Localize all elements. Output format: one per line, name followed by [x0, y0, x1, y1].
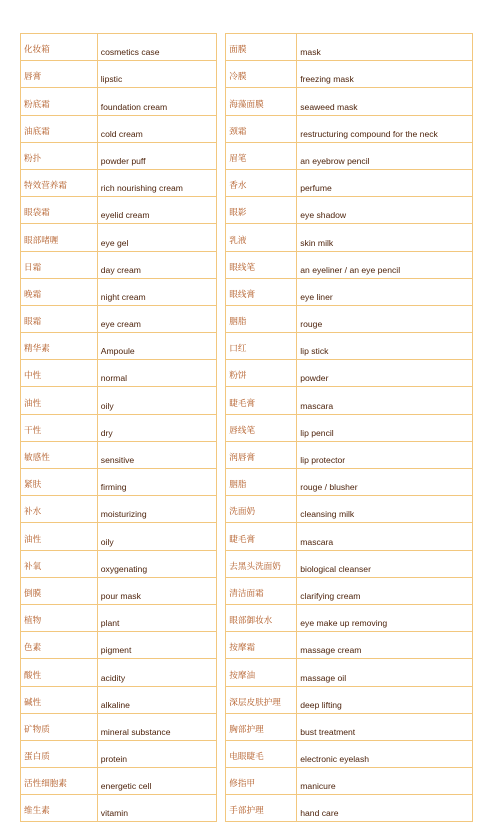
english-term: powder: [297, 360, 473, 387]
english-term: lip stick: [297, 333, 473, 360]
chinese-term: 特效营养霜: [21, 169, 98, 196]
english-term: restructuring compound for the neck: [297, 115, 473, 142]
table-row: [226, 169, 473, 196]
chinese-term: 补氧: [21, 550, 98, 577]
chinese-term: 粉饼: [226, 360, 297, 387]
table-row: [21, 686, 217, 713]
chinese-term: 面膜: [226, 34, 297, 61]
table-row: [226, 469, 473, 496]
table-row: [226, 61, 473, 88]
chinese-term: 紧肤: [21, 469, 98, 496]
table-row: [226, 686, 473, 713]
english-term: lip pencil: [297, 414, 473, 441]
table-row: [21, 115, 217, 142]
chinese-term: 干性: [21, 414, 98, 441]
chinese-term: 润唇膏: [226, 441, 297, 468]
table-row: [226, 115, 473, 142]
english-term: massage oil: [297, 659, 473, 686]
english-term: eye shadow: [297, 197, 473, 224]
chinese-term: 唇线笔: [226, 414, 297, 441]
english-term: rouge / blusher: [297, 469, 473, 496]
table-row: [226, 659, 473, 686]
table-row: [21, 768, 217, 795]
table-row: [226, 414, 473, 441]
vocab-table-left: [20, 33, 217, 822]
english-term: freezing mask: [297, 61, 473, 88]
chinese-term: 油性: [21, 523, 98, 550]
chinese-term: 眼部御妆水: [226, 604, 297, 631]
english-term: mineral substance: [97, 713, 217, 740]
chinese-term: 电眼睫毛: [226, 740, 297, 767]
english-term: skin milk: [297, 224, 473, 251]
table-row: [226, 251, 473, 278]
table-row: [226, 360, 473, 387]
english-term: vitamin: [97, 795, 217, 822]
table-row: [21, 360, 217, 387]
chinese-term: 眼线笔: [226, 251, 297, 278]
chinese-term: 眼部啫喱: [21, 224, 98, 251]
table-row: [21, 713, 217, 740]
chinese-term: 海藻面膜: [226, 88, 297, 115]
english-term: protein: [97, 740, 217, 767]
table-row: [226, 305, 473, 332]
chinese-term: 矿物质: [21, 713, 98, 740]
table-row: [21, 251, 217, 278]
english-term: clarifying cream: [297, 577, 473, 604]
table-row: [226, 604, 473, 631]
english-term: biological cleanser: [297, 550, 473, 577]
english-term: pour mask: [97, 577, 217, 604]
chinese-term: 去黑头洗面奶: [226, 550, 297, 577]
english-term: eyelid cream: [97, 197, 217, 224]
chinese-term: 眼影: [226, 197, 297, 224]
english-term: cosmetics case: [97, 34, 217, 61]
english-term: oily: [97, 523, 217, 550]
chinese-term: 油底霜: [21, 115, 98, 142]
english-term: rouge: [297, 305, 473, 332]
english-term: alkaline: [97, 686, 217, 713]
table-row: [21, 61, 217, 88]
table-row: [21, 441, 217, 468]
english-term: pigment: [97, 632, 217, 659]
chinese-term: 乳液: [226, 224, 297, 251]
english-term: massage cream: [297, 632, 473, 659]
table-row: [21, 197, 217, 224]
chinese-term: 蛋白质: [21, 740, 98, 767]
chinese-term: 补水: [21, 496, 98, 523]
chinese-term: 精华素: [21, 333, 98, 360]
table-row: [226, 795, 473, 822]
english-term: plant: [97, 604, 217, 631]
chinese-term: 色素: [21, 632, 98, 659]
chinese-term: 颈霜: [226, 115, 297, 142]
english-term: foundation cream: [97, 88, 217, 115]
english-term: an eyeliner / an eye pencil: [297, 251, 473, 278]
table-row: [226, 550, 473, 577]
table-row: [21, 333, 217, 360]
english-term: firming: [97, 469, 217, 496]
table-row: [21, 305, 217, 332]
english-term: sensitive: [97, 441, 217, 468]
english-term: electronic eyelash: [297, 740, 473, 767]
table-row: [21, 740, 217, 767]
table-row: [21, 523, 217, 550]
english-term: mask: [297, 34, 473, 61]
english-term: manicure: [297, 768, 473, 795]
table-row: [21, 496, 217, 523]
chinese-term: 粉底霜: [21, 88, 98, 115]
table-row: [21, 278, 217, 305]
english-term: cold cream: [97, 115, 217, 142]
chinese-term: 日霜: [21, 251, 98, 278]
english-term: mascara: [297, 387, 473, 414]
vocab-table-right: [225, 33, 473, 822]
english-term: normal: [97, 360, 217, 387]
table-row: [226, 441, 473, 468]
chinese-term: 睫毛膏: [226, 523, 297, 550]
chinese-term: 眼线膏: [226, 278, 297, 305]
vocabulary-page: [20, 33, 473, 822]
english-term: dry: [97, 414, 217, 441]
table-row: [21, 224, 217, 251]
table-row: [226, 197, 473, 224]
chinese-term: 冷膜: [226, 61, 297, 88]
table-row: [21, 550, 217, 577]
chinese-term: 深层皮肤护理: [226, 686, 297, 713]
table-row: [226, 496, 473, 523]
english-term: moisturizing: [97, 496, 217, 523]
chinese-term: 粉扑: [21, 142, 98, 169]
chinese-term: 按摩油: [226, 659, 297, 686]
chinese-term: 睫毛膏: [226, 387, 297, 414]
english-term: lipstic: [97, 61, 217, 88]
english-term: night cream: [97, 278, 217, 305]
english-term: eye make up removing: [297, 604, 473, 631]
table-row: [21, 469, 217, 496]
chinese-term: 清洁面霜: [226, 577, 297, 604]
chinese-term: 酸性: [21, 659, 98, 686]
table-row: [21, 414, 217, 441]
chinese-term: 眼袋霜: [21, 197, 98, 224]
chinese-term: 化妆箱: [21, 34, 98, 61]
table-row: [226, 713, 473, 740]
english-term: hand care: [297, 795, 473, 822]
chinese-term: 手部护理: [226, 795, 297, 822]
chinese-term: 按摩霜: [226, 632, 297, 659]
chinese-term: 唇膏: [21, 61, 98, 88]
english-term: rich nourishing cream: [97, 169, 217, 196]
chinese-term: 倒膜: [21, 577, 98, 604]
english-term: oily: [97, 387, 217, 414]
table-row: [226, 142, 473, 169]
english-term: deep lifting: [297, 686, 473, 713]
english-term: day cream: [97, 251, 217, 278]
table-row: [226, 224, 473, 251]
column-gap: [217, 33, 225, 822]
chinese-term: 胭脂: [226, 305, 297, 332]
english-term: energetic cell: [97, 768, 217, 795]
english-term: cleansing milk: [297, 496, 473, 523]
table-row: [226, 387, 473, 414]
chinese-term: 香水: [226, 169, 297, 196]
chinese-term: 胭脂: [226, 469, 297, 496]
english-term: an eyebrow pencil: [297, 142, 473, 169]
chinese-term: 洗面奶: [226, 496, 297, 523]
english-term: powder puff: [97, 142, 217, 169]
chinese-term: 眼霜: [21, 305, 98, 332]
chinese-term: 修指甲: [226, 768, 297, 795]
chinese-term: 中性: [21, 360, 98, 387]
table-row: [21, 169, 217, 196]
table-row: [21, 632, 217, 659]
chinese-term: 胸部护理: [226, 713, 297, 740]
english-term: seaweed mask: [297, 88, 473, 115]
english-term: perfume: [297, 169, 473, 196]
table-row: [226, 523, 473, 550]
chinese-term: 敏感性: [21, 441, 98, 468]
english-term: oxygenating: [97, 550, 217, 577]
table-row: [21, 577, 217, 604]
table-row: [226, 577, 473, 604]
chinese-term: 植物: [21, 604, 98, 631]
english-term: eye gel: [97, 224, 217, 251]
english-term: eye liner: [297, 278, 473, 305]
chinese-term: 眉笔: [226, 142, 297, 169]
chinese-term: 晚霜: [21, 278, 98, 305]
chinese-term: 油性: [21, 387, 98, 414]
table-row: [21, 387, 217, 414]
chinese-term: 碱性: [21, 686, 98, 713]
table-row: [21, 34, 217, 61]
english-term: lip protector: [297, 441, 473, 468]
table-row: [21, 88, 217, 115]
chinese-term: 维生素: [21, 795, 98, 822]
english-term: eye cream: [97, 305, 217, 332]
english-term: mascara: [297, 523, 473, 550]
table-row: [226, 34, 473, 61]
table-row: [226, 333, 473, 360]
table-row: [21, 604, 217, 631]
table-row: [21, 659, 217, 686]
table-row: [21, 795, 217, 822]
table-row: [226, 768, 473, 795]
english-term: bust treatment: [297, 713, 473, 740]
chinese-term: 活性细胞素: [21, 768, 98, 795]
table-row: [226, 88, 473, 115]
chinese-term: 口红: [226, 333, 297, 360]
table-row: [21, 142, 217, 169]
table-row: [226, 740, 473, 767]
table-row: [226, 632, 473, 659]
table-row: [226, 278, 473, 305]
english-term: acidity: [97, 659, 217, 686]
english-term: Ampoule: [97, 333, 217, 360]
